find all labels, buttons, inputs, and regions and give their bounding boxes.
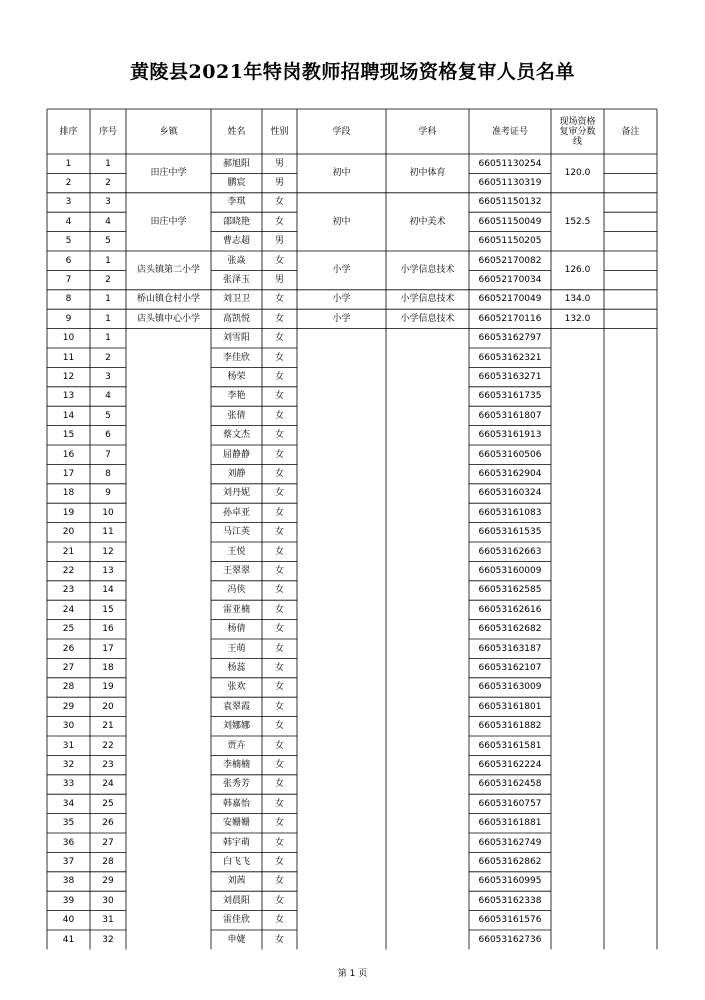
cell-seq: 21	[102, 721, 114, 732]
cell-exam-no: 66051130319	[478, 178, 542, 189]
cell-gender: 女	[274, 391, 284, 402]
cell-rank: 12	[62, 372, 75, 383]
cell-rank: 25	[62, 624, 75, 635]
cell-gender: 女	[274, 255, 284, 266]
cell-seq: 18	[102, 663, 114, 674]
group-township: 店头镇第二小学	[136, 265, 200, 276]
cell-seq: 23	[102, 760, 114, 771]
cell-name: 邵晓艳	[222, 216, 250, 227]
cell-seq: 8	[105, 469, 111, 480]
cell-seq: 2	[105, 352, 111, 363]
cell-exam-no: 66052170034	[478, 275, 542, 286]
cell-rank: 37	[62, 857, 75, 868]
cell-exam-no: 66053162616	[478, 604, 542, 615]
cell-rank: 14	[62, 410, 75, 421]
cell-gender: 男	[274, 158, 284, 169]
cell-rank: 6	[65, 255, 72, 266]
cell-name: 安姗姗	[222, 818, 250, 829]
page-title: 黄陵县2021年特岗教师招聘现场资格复审人员名单	[130, 61, 575, 83]
cell-rank: 27	[62, 663, 75, 674]
cell-seq: 19	[102, 682, 114, 693]
cell-name: 袁翠霞	[222, 701, 250, 712]
cell-exam-no: 66053162224	[478, 760, 542, 771]
cell-gender: 女	[274, 740, 284, 751]
cell-name: 白飞飞	[222, 857, 250, 868]
cell-exam-no: 66053162682	[478, 624, 542, 635]
header-exam-no: 准考证号	[491, 126, 528, 137]
cell-gender: 女	[274, 915, 284, 926]
cell-name: 刘娜娜	[222, 721, 250, 732]
cell-seq: 16	[102, 624, 114, 635]
cell-gender: 女	[274, 779, 284, 790]
cell-seq: 28	[102, 857, 114, 868]
cell-gender: 女	[274, 352, 284, 363]
header-seq: 序号	[98, 126, 117, 137]
cell-name: 郝旭阳	[222, 158, 250, 169]
cell-seq: 15	[102, 604, 114, 615]
group-township: 田庄中学	[150, 168, 187, 179]
cell-gender: 女	[274, 857, 284, 868]
cell-gender: 女	[274, 488, 284, 499]
cell-exam-no: 66053162663	[478, 546, 542, 557]
cell-rank: 41	[62, 934, 75, 945]
cell-rank: 5	[65, 236, 72, 247]
group-level: 小学	[332, 294, 351, 305]
header-note: 备注	[621, 126, 640, 137]
cell-rank: 11	[62, 352, 75, 363]
cell-seq: 6	[105, 430, 111, 441]
cell-gender: 女	[274, 197, 284, 208]
cell-exam-no: 66053161576	[478, 915, 542, 926]
group-score: 132.0	[564, 313, 591, 324]
cell-gender: 女	[274, 507, 284, 518]
cell-name: 刘茜	[227, 876, 246, 887]
cell-gender: 女	[274, 818, 284, 829]
cell-rank: 40	[62, 915, 75, 926]
cell-exam-no: 66053163009	[478, 682, 542, 693]
cell-name: 高凯悦	[222, 313, 250, 324]
cell-rank: 28	[62, 682, 75, 693]
cell-gender: 女	[274, 701, 284, 712]
cell-rank: 17	[62, 469, 75, 480]
cell-exam-no: 66053161807	[478, 410, 542, 421]
cell-name: 刘雪阳	[222, 333, 250, 344]
cell-seq: 3	[105, 372, 111, 383]
cell-exam-no: 66053161581	[478, 740, 542, 751]
cell-exam-no: 66051130254	[478, 158, 542, 169]
cell-exam-no: 66053160506	[478, 449, 542, 460]
cell-exam-no: 66053161801	[478, 701, 542, 712]
cell-gender: 女	[274, 585, 284, 596]
cell-rank: 29	[62, 701, 75, 712]
cell-gender: 女	[274, 798, 284, 809]
cell-exam-no: 66053162904	[478, 469, 542, 480]
cell-rank: 35	[62, 818, 75, 829]
cell-rank: 30	[62, 721, 75, 732]
cell-seq: 24	[102, 779, 114, 790]
group-score: 134.0	[564, 294, 591, 305]
cell-exam-no: 66053162585	[478, 585, 542, 596]
cell-exam-no: 66053162321	[478, 352, 542, 363]
cell-exam-no: 66053162862	[478, 857, 542, 868]
cell-gender: 女	[274, 410, 284, 421]
cell-rank: 32	[62, 760, 75, 771]
cell-exam-no: 66053161535	[478, 527, 542, 538]
cell-name: 李佳欣	[222, 352, 250, 363]
cell-name: 张焱	[227, 255, 246, 266]
cell-rank: 24	[62, 604, 75, 615]
cell-seq: 32	[102, 934, 114, 945]
cell-rank: 1	[65, 158, 72, 169]
cell-name: 张泽玉	[222, 275, 250, 286]
cell-rank: 19	[62, 507, 75, 518]
cell-exam-no: 66053161735	[478, 391, 542, 402]
cell-gender: 女	[274, 527, 284, 538]
group-subject: 小学信息技术	[400, 294, 455, 305]
cell-name: 李楠楠	[222, 760, 250, 771]
cell-seq: 1	[105, 255, 111, 266]
cell-seq: 1	[105, 313, 111, 324]
cell-gender: 女	[274, 294, 284, 305]
cell-gender: 女	[274, 546, 284, 557]
cell-seq: 26	[102, 818, 114, 829]
cell-name: 杨荣	[227, 372, 246, 383]
cell-rank: 20	[62, 527, 75, 538]
cell-rank: 38	[62, 876, 75, 887]
cell-seq: 1	[105, 333, 111, 344]
cell-exam-no: 66052170116	[478, 313, 542, 324]
cell-seq: 27	[102, 837, 114, 848]
cell-exam-no: 66053163271	[478, 372, 542, 383]
cell-rank: 36	[62, 837, 75, 848]
group-level: 小学	[332, 313, 351, 324]
cell-gender: 女	[274, 469, 284, 480]
cell-exam-no: 66053162797	[478, 333, 542, 344]
group-township: 田庄中学	[150, 216, 187, 227]
cell-name: 李艳	[227, 391, 246, 402]
cell-rank: 9	[65, 313, 72, 324]
cell-seq: 3	[105, 197, 111, 208]
cell-gender: 男	[274, 178, 284, 189]
cell-exam-no: 66053160009	[478, 566, 542, 577]
cell-rank: 15	[62, 430, 75, 441]
cell-gender: 女	[274, 663, 284, 674]
cell-rank: 33	[62, 779, 75, 790]
cell-gender: 女	[274, 216, 284, 227]
group-level: 小学	[332, 265, 351, 276]
group-township: 店头镇中心小学	[136, 313, 200, 324]
cell-name: 韩宇萌	[222, 837, 250, 848]
cell-name: 张欢	[227, 682, 246, 693]
cell-name: 屈静静	[222, 449, 250, 460]
cell-seq: 30	[102, 895, 114, 906]
group-score: 120.0	[564, 168, 591, 179]
group-subject: 初中体育	[409, 168, 446, 179]
cell-exam-no: 66052170049	[478, 294, 542, 305]
cell-rank: 3	[65, 197, 72, 208]
cell-gender: 男	[274, 275, 284, 286]
group-subject: 初中美术	[409, 216, 446, 227]
cell-exam-no: 66051150205	[478, 236, 542, 247]
group-level: 初中	[332, 168, 351, 179]
cell-seq: 5	[105, 410, 111, 421]
cell-rank: 18	[62, 488, 75, 499]
cell-seq: 7	[105, 449, 111, 460]
group-subject: 小学信息技术	[400, 313, 455, 324]
cell-gender: 女	[274, 837, 284, 848]
header-township: 乡镇	[159, 126, 178, 137]
cell-exam-no: 66053161083	[478, 507, 542, 518]
cell-name: 申婕	[227, 934, 246, 945]
group-township: 桥山镇仓村小学	[136, 294, 200, 305]
header-subject: 学科	[418, 126, 437, 137]
header-gender: 性别	[270, 126, 289, 137]
cell-rank: 8	[65, 294, 72, 305]
cell-name: 雷佳欣	[222, 915, 250, 926]
cell-name: 刘卫卫	[222, 294, 250, 305]
cell-name: 曹志超	[222, 236, 250, 247]
cell-gender: 女	[274, 876, 284, 887]
cell-name: 孙卓亚	[222, 507, 250, 518]
cell-exam-no: 66053160757	[478, 798, 542, 809]
cell-name: 刘丹妮	[222, 488, 250, 499]
cell-exam-no: 66053161881	[478, 818, 542, 829]
cell-seq: 22	[102, 740, 114, 751]
cell-name: 蔡文杰	[222, 430, 250, 441]
cell-exam-no: 66053162107	[478, 663, 542, 674]
cell-seq: 4	[105, 216, 111, 227]
cell-name: 王萌	[227, 643, 246, 654]
cell-name: 刘静	[227, 469, 246, 480]
header-name: 姓名	[227, 126, 246, 137]
cell-rank: 16	[62, 449, 75, 460]
cell-gender: 女	[274, 604, 284, 615]
cell-seq: 2	[105, 275, 111, 286]
cell-seq: 14	[102, 585, 114, 596]
cell-name: 张秀芳	[222, 779, 250, 790]
cell-exam-no: 66053162736	[478, 934, 542, 945]
cell-seq: 1	[105, 294, 111, 305]
cell-rank: 26	[62, 643, 75, 654]
header-score: 现场资格复审分数线	[559, 116, 596, 147]
cell-seq: 2	[105, 178, 111, 189]
cell-gender: 女	[274, 449, 284, 460]
cell-rank: 10	[62, 333, 75, 344]
cell-gender: 女	[274, 333, 284, 344]
cell-seq: 25	[102, 798, 114, 809]
cell-rank: 23	[62, 585, 75, 596]
cell-rank: 2	[65, 178, 72, 189]
cell-name: 张倩	[227, 410, 246, 421]
cell-exam-no: 66053160324	[478, 488, 542, 499]
cell-name: 杨倩	[227, 624, 246, 635]
cell-rank: 4	[65, 216, 72, 227]
cell-seq: 20	[102, 701, 114, 712]
cell-gender: 女	[274, 643, 284, 654]
cell-name: 鹏宸	[227, 178, 246, 189]
cell-seq: 4	[105, 391, 111, 402]
cell-gender: 女	[274, 895, 284, 906]
cell-exam-no: 66053163187	[478, 643, 542, 654]
cell-seq: 13	[102, 566, 114, 577]
cell-exam-no: 66053162338	[478, 895, 542, 906]
cell-gender: 女	[274, 721, 284, 732]
cell-rank: 21	[62, 546, 75, 557]
cell-name: 王悦	[227, 546, 246, 557]
cell-gender: 女	[274, 760, 284, 771]
cell-name: 冯侠	[227, 585, 246, 596]
cell-seq: 11	[102, 527, 114, 538]
cell-exam-no: 66051150049	[478, 216, 542, 227]
cell-seq: 1	[105, 158, 111, 169]
cell-rank: 7	[65, 275, 72, 286]
cell-exam-no: 66051150132	[478, 197, 542, 208]
cell-rank: 39	[62, 895, 75, 906]
group-score: 152.5	[564, 216, 591, 227]
cell-exam-no: 66053160995	[478, 876, 542, 887]
cell-seq: 29	[102, 876, 114, 887]
group-level: 初中	[332, 216, 351, 227]
cell-exam-no: 66053162458	[478, 779, 542, 790]
cell-seq: 5	[105, 236, 111, 247]
cell-name: 杨蕊	[227, 663, 246, 674]
cell-gender: 女	[274, 624, 284, 635]
cell-seq: 31	[102, 915, 114, 926]
cell-name: 雷亚楠	[222, 604, 250, 615]
cell-gender: 女	[274, 934, 284, 945]
group-subject: 小学信息技术	[400, 265, 455, 276]
cell-name: 马江英	[222, 527, 250, 538]
cell-seq: 10	[102, 507, 114, 518]
cell-gender: 女	[274, 566, 284, 577]
group-score: 126.0	[564, 265, 591, 276]
cell-name: 李琪	[227, 197, 246, 208]
cell-gender: 女	[274, 372, 284, 383]
cell-name: 刘晨阳	[222, 895, 250, 906]
cell-rank: 34	[62, 798, 75, 809]
cell-seq: 12	[102, 546, 114, 557]
cell-rank: 13	[62, 391, 75, 402]
cell-exam-no: 66053162749	[478, 837, 542, 848]
cell-seq: 9	[105, 488, 111, 499]
page-footer: 第 1 页	[337, 969, 368, 979]
cell-gender: 男	[274, 236, 284, 247]
cell-rank: 31	[62, 740, 75, 751]
cell-seq: 17	[102, 643, 114, 654]
cell-exam-no: 66053161913	[478, 430, 542, 441]
cell-gender: 女	[274, 430, 284, 441]
cell-gender: 女	[274, 682, 284, 693]
cell-gender: 女	[274, 313, 284, 324]
header-rank: 排序	[59, 126, 78, 137]
cell-exam-no: 66053161882	[478, 721, 542, 732]
cell-rank: 22	[62, 566, 75, 577]
cell-name: 王翠翠	[222, 566, 250, 577]
cell-name: 韩嘉怡	[222, 798, 250, 809]
cell-name: 贾卉	[227, 740, 246, 751]
cell-exam-no: 66052170082	[478, 255, 542, 266]
header-level: 学段	[332, 126, 351, 137]
